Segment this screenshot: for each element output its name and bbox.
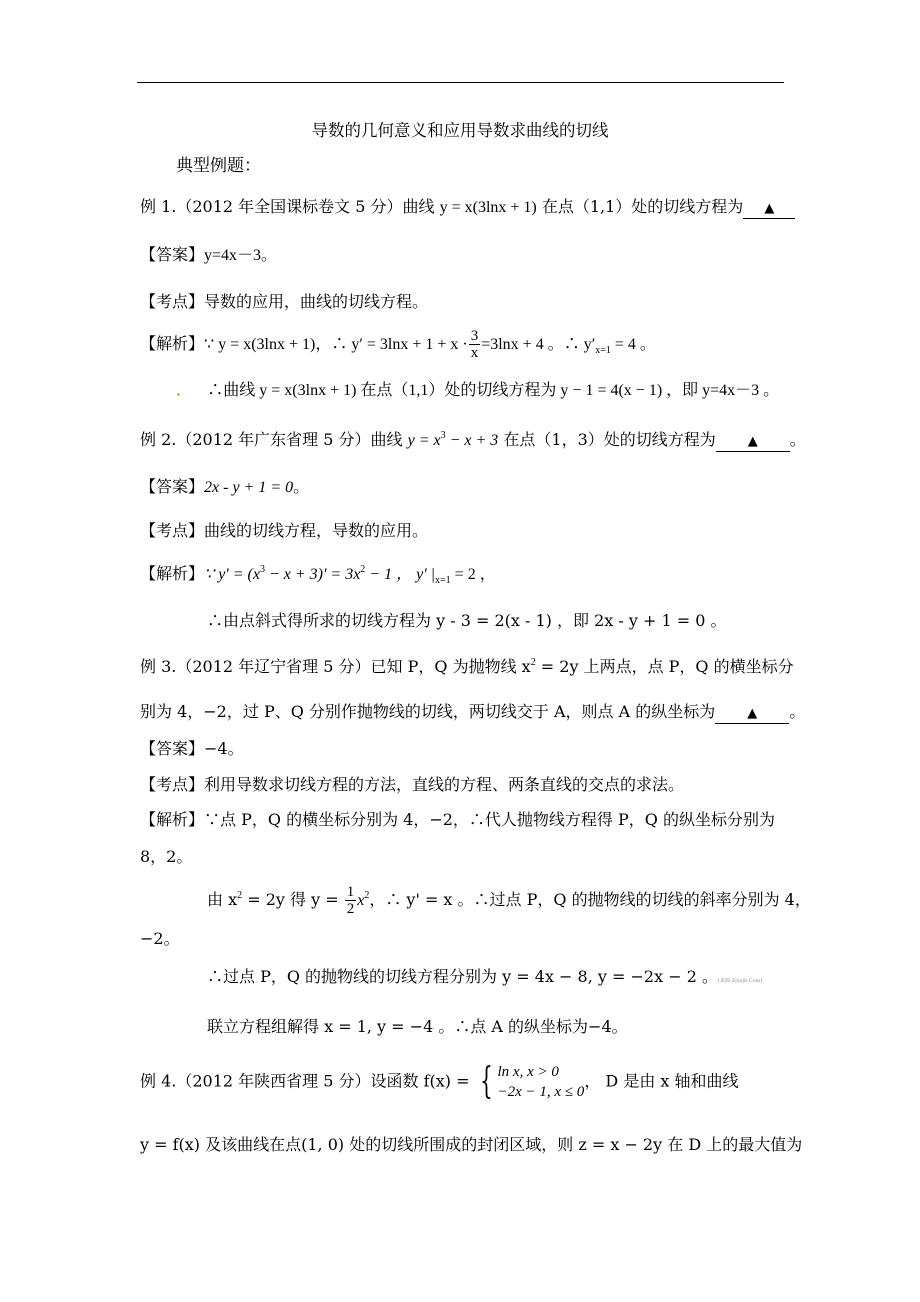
example-2-question: 例 2.（2012 年广东省理 5 分）曲线 $y = x^3 - x + 3$ 在点（1，3）处的切线方程为 ▲ 。 bbox=[140, 428, 806, 453]
example-1-question: 例 1.（2012 年全国课标卷文 5 分）曲线 y = x(3lnx + 1) 在点（1,1）处的切线方程为 ▲ bbox=[140, 195, 795, 220]
answer-blank: ▲ bbox=[715, 705, 789, 724]
bullet-dot: ． bbox=[176, 380, 193, 399]
example-2-solution-line-2: ∴由点斜式得所求的切线方程为 y - 3 = 2(x - 1) ，即 2x - y + 1 = 0 。 bbox=[207, 611, 727, 630]
example-3-solution-line-2: 8，2。 bbox=[140, 847, 193, 866]
example-1-topic: 【考点】导数的应用，曲线的切线方程。 bbox=[140, 292, 429, 311]
example-1-solution-line-1: 【解析】∵ y = x(3lnx + 1)，∴ y′ = 3lnx + 1 + x · $\frac{3}{x}$ =3lnx + 4 。∴ $y'_{x=1} = 4$ 。 bbox=[140, 328, 656, 361]
example-2-answer: 【答案】2x - y + 1 = 0。 bbox=[140, 477, 310, 496]
example-1-solution-line-2: ． ∴曲线 y = x(3lnx + 1) 在点（1,1）处的切线方程为 y − 1 = 4(x − 1) ，即 y=4x－3 。 bbox=[176, 380, 780, 399]
example-3-question-line-2: 别为 4，−2，过 P、Q 分别作抛物线的切线，两切线交于 A，则点 A 的纵坐标为 ▲ 。 bbox=[140, 700, 805, 724]
example-3-solution-line-6: 联立方程组解得 x = 1, y = −4 。∴点 A 的纵坐标为−4。 bbox=[207, 1017, 628, 1036]
answer-blank: ▲ bbox=[743, 200, 795, 219]
example-1-answer: 【答案】y=4x－3。 bbox=[140, 245, 278, 264]
example-4-question-line-1: 例 4.（2012 年陕西省理 5 分）设函数 f(x) = { ln x, x > 0 −2x − 1, x ≤ 0 ， D 是由 x 轴和曲线 bbox=[140, 1061, 739, 1102]
example-3-solution-line-1: 【解析】∵点 P，Q 的横坐标分别为 4，−2，∴代人抛物线方程得 P，Q 的纵坐标分别为 bbox=[140, 810, 775, 829]
section-subtitle: 典型例题： bbox=[176, 156, 261, 176]
header-rule bbox=[137, 82, 784, 83]
example-3-solution-line-5: ∴过点 P，Q 的抛物线的切线方程分别为 y = 4x − 8, y = −2x − 2 。[来源:Z|xx|k.Com] bbox=[207, 967, 763, 986]
example-3-solution-line-4: −2。 bbox=[140, 929, 180, 948]
source-watermark: [来源:Z|xx|k.Com] bbox=[717, 978, 763, 984]
answer-blank: ▲ bbox=[716, 433, 790, 452]
example-3-topic: 【考点】利用导数求切线方程的方法，直线的方程、两条直线的交点的求法。 bbox=[140, 775, 685, 794]
example-3-question-line-1: 例 3.（2012 年辽宁省理 5 分）已知 P，Q 为抛物线 $x^2 = 2y$ 上两点，点 P，Q 的横坐标分 bbox=[140, 657, 794, 676]
example-3-solution-line-3: 由 $x^2 = 2y$ 得 y = $\frac{1}{2}$ $x^2$，∴ y' = x 。∴过点 P，Q 的抛物线的切线的斜率分别为 4， bbox=[207, 884, 811, 917]
example-2-solution-line-1: 【解析】∵ $y' = (x^3 - x + 3)' = 3x^2 - 1$ ， y' $|_{x=1} = 2$ ， bbox=[140, 564, 496, 586]
example-2-topic: 【考点】曲线的切线方程，导数的应用。 bbox=[140, 521, 429, 540]
example-3-answer: 【答案】−4。 bbox=[140, 739, 244, 758]
piecewise-brace: { bbox=[479, 1061, 493, 1102]
example-4-question-line-2: y = f(x) 及该曲线在点(1, 0) 处的切线所围成的封闭区域，则 z = x − 2y 在 D 上的最大值为 bbox=[140, 1135, 803, 1154]
page-title: 导数的几何意义和应用导数求曲线的切线 bbox=[311, 121, 609, 140]
